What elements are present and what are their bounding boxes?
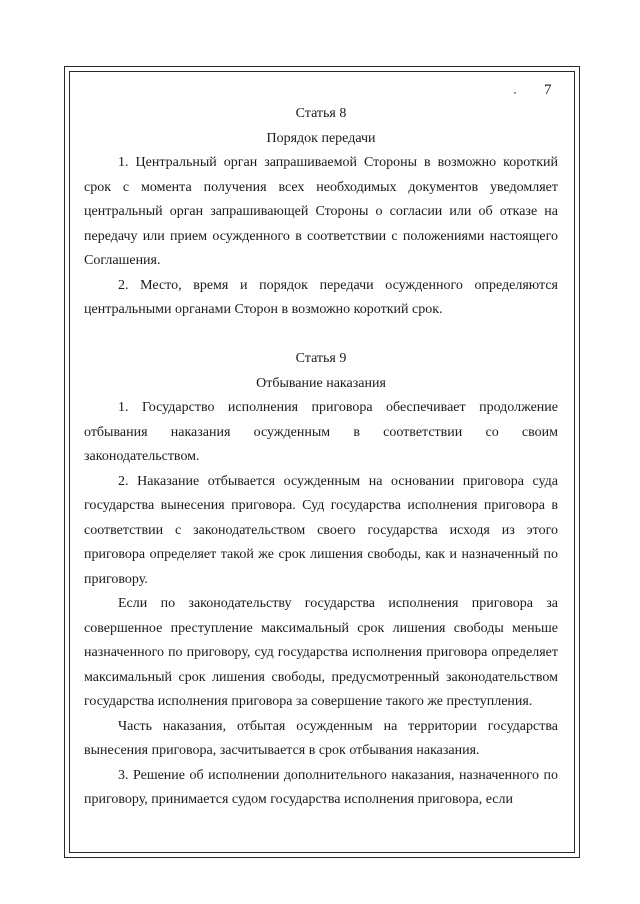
article-8-number: Статья 8 xyxy=(295,106,347,121)
article-9-number: Статья 9 xyxy=(295,351,347,366)
article-9-paragraph-2: 2. Наказание отбывается осужденным на основании приговора суда государства вынесения приговора. Суд государства исполнения приговора в соответствии с законодательством своего государства исходя из этого приговора определяет такой же срок лишения свободы, как и назначенный по приговору. xyxy=(84,473,558,587)
article-9-paragraph-5: 3. Решение об исполнении дополнительного наказания, назначенного по приговору, принимается судом государства исполнения приговора, если xyxy=(84,767,558,807)
article-8-paragraph-1: 1. Центральный орган запрашиваемой Стороны в возможно короткий срок с момента получения всех необходимых документов уведомляет центральный орган запрашивающей Стороны о согласии или об отказе на передачу или прием осужденного в соответствии с положениями настоящего Соглашения. xyxy=(84,155,558,268)
article-9-paragraph-4: Часть наказания, отбытая осужденным на территории государства вынесения приговора, засчитывается в срок отбывания наказания. xyxy=(84,718,558,758)
scan-speck xyxy=(514,92,516,94)
article-9 xyxy=(84,347,558,813)
article-8 xyxy=(84,102,558,323)
article-8-paragraph-2: 2. Место, время и порядок передачи осужденного определяются центральными органами Сторон в возможно короткий срок. xyxy=(84,277,558,317)
article-9-paragraph-1: 1. Государство исполнения приговора обеспечивает продолжение отбывания наказания осужденным в соответствии со своим законодательством. xyxy=(84,400,558,464)
article-9-title: Отбывание наказания xyxy=(256,375,386,391)
page-number: 7 xyxy=(544,82,552,98)
article-8-title: Порядок передачи xyxy=(266,130,376,146)
document-body xyxy=(84,102,558,813)
article-9-paragraph-3: Если по законодательству государства исполнения приговора за совершенное преступление максимальный срок лишения свободы меньше назначенного по приговору, суд государства исполнения приговора определяет максимальный срок лишения свободы, предусмотренный законодательством государства исполнения приговора за совершение такого же преступления. xyxy=(84,596,558,709)
section-spacer xyxy=(84,323,558,348)
